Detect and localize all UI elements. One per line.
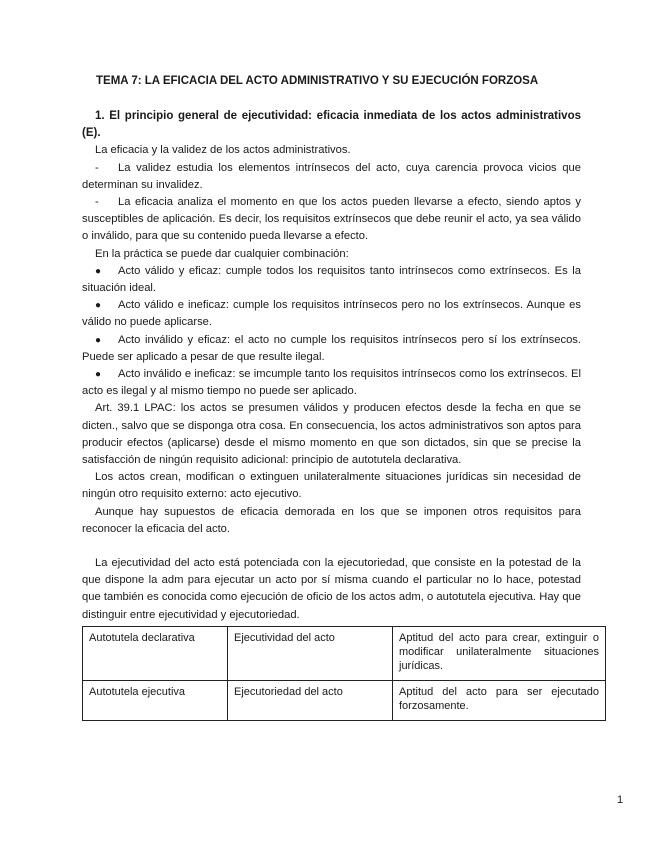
table-row — [83, 681, 606, 721]
dash-item-text: La validez estudia los elementos intrínsecos del acto, cuya carencia provoca vicios que determinan su invalidez. — [82, 161, 581, 191]
paragraph: Los actos crean, modifican o extinguen unilateralmente situaciones jurídicas sin necesidad de ningún otro requisito externo: acto ejecutivo. — [82, 471, 581, 501]
bullet-text: Acto válido e ineficaz: cumple los requisitos intrínsecos pero no los extrínsecos. Aunque es válido no puede aplicarse. — [82, 299, 581, 329]
bullet-text: Acto válido y eficaz: cumple todos los requisitos tanto intrínsecos como extrínsecos. Es la situación ideal. — [82, 264, 581, 295]
document-body — [82, 108, 581, 624]
bullet-item — [82, 263, 581, 297]
bullet-item — [82, 332, 581, 366]
paragraph: En la práctica se puede dar cualquier combinación: — [95, 247, 349, 260]
page-number: 1 — [617, 794, 624, 806]
dash-item-text: La eficacia analiza el momento en que los actos pueden llevarse a efecto, siendo aptos y susceptibles de aplicación. Es decir, los requisitos extrínsecos que debe reunir el acto, ya sea válido o inválido, para que su contenido pueda llevarse a efecto. — [82, 196, 581, 243]
table-cell: Autotutela declarativa — [83, 627, 228, 681]
bullet-text: Acto inválido e ineficaz: se imcumple tanto los requisitos intrínsecos como los extrínsecos. El acto es ilegal y al mismo tiempo no puede ser aplicado. — [82, 368, 581, 398]
page-title: TEMA 7: LA EFICACIA DEL ACTO ADMINISTRATIVO Y SU EJECUCIÓN FORZOSA — [96, 75, 539, 87]
table-cell: Aptitud del acto para crear, extinguir o modificar unilateralmente situaciones jurídicas. — [393, 627, 606, 681]
bullet-icon: ● — [95, 300, 102, 312]
bullet-text: Acto inválido y eficaz: el acto no cumple los requisitos intrínsecos pero sí los extrínsecos. Puede ser aplicado a pesar de que resulte ilegal. — [82, 333, 581, 363]
table-cell: Ejecutoriedad del acto — [228, 681, 393, 721]
table-cell: Ejecutividad del acto — [228, 627, 393, 681]
table-cell: Aptitud del acto para ser ejecutado forzosamente. — [393, 681, 606, 721]
paragraph: La ejecutividad del acto está potenciada con la ejecutoriedad, que consiste en la potestad de la que dispone la adm para ejecutar un acto por sí misma cuando el particular no lo hace, potestad que también es conocida como ejecución de oficio de los actos adm, o autotutela ejecutiva. Hay que distinguir entre ejecutividad y ejecutoriedad. — [82, 557, 581, 621]
bullet-icon: ● — [95, 265, 102, 277]
comparison-table — [82, 626, 606, 721]
paragraph: Art. 39.1 LPAC: los actos se presumen válidos y producen efectos desde la fecha en que se dicten., salvo que se disponga otra cosa. En consecuencia, los actos administrativos son aptos para producir efectos (aplicarse) desde el mismo momento en que son dictados, sin que se precise la satisfacción de ningún requisito adicional: principio de autotutela declarativa. — [82, 402, 581, 467]
table-row — [83, 627, 606, 681]
paragraph-spacer — [82, 538, 581, 555]
table-cell: Autotutela ejecutiva — [83, 681, 228, 721]
dash-marker: - — [95, 161, 99, 174]
dash-marker: - — [95, 196, 99, 209]
dash-item — [82, 194, 581, 246]
paragraph: La eficacia y la validez de los actos administrativos. — [95, 144, 351, 157]
bullet-icon: ● — [95, 369, 102, 381]
paragraph: Aunque hay supuestos de eficacia demorada en los que se imponen otros requisitos para reconocer la eficacia del acto. — [82, 505, 581, 535]
section-heading: 1. El principio general de ejecutividad: eficacia inmediata de los actos administrativos (E). — [82, 110, 581, 140]
dash-item — [82, 160, 581, 194]
bullet-item — [82, 297, 581, 331]
bullet-item — [82, 366, 581, 400]
bullet-icon: ● — [95, 334, 102, 346]
